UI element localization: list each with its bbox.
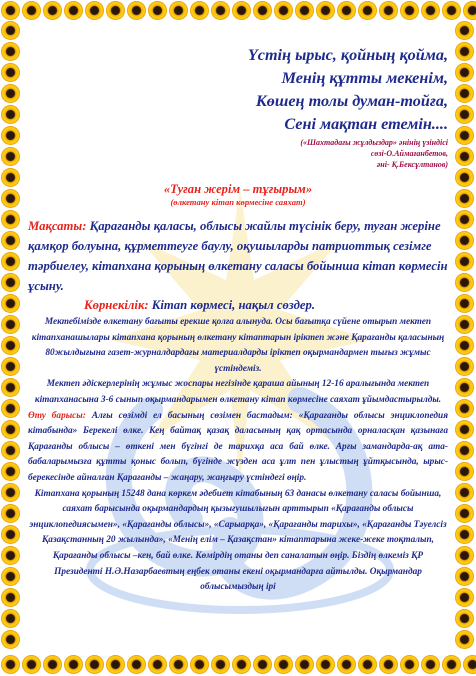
sunflower-icon — [1, 42, 20, 61]
border-right — [454, 20, 476, 656]
sunflower-icon — [1, 588, 20, 607]
sunflower-icon — [127, 655, 146, 674]
sunflower-icon — [455, 189, 474, 208]
sunflower-icon — [1, 273, 20, 292]
sunflower-icon — [106, 1, 125, 20]
sunflower-icon — [455, 231, 474, 250]
sunflower-icon — [337, 655, 356, 674]
body-paragraph-4: Кітапхана қорының 15248 дана көркем әдебиет кітабының 63 данасы өлкетану саласы бойынша, саяхат барысында оқырмандардың қызығушылығын арттырып «Қарағанды облысы энциклопедиясымен», «Қарағанды облысы», «Сарыарқа», «Қарағанды тарихы», «Қарағанды Тәуелсіз Қазақстанның 20 жылында», «Менің елім – Қазақстан» кітаптарына жеке-жеке тоқталып, Қарағанды облысы –кен, бай өлке. Көмірдің отаны деп саналатын өңір. Біздің өлкеміз ҚР Президенті Н.Ә.Назарбаевтың еңбек отаны екені оқырмандарға айтылды. Оқырмандар облысымыздың ірі — [29, 488, 447, 593]
document-content — [28, 22, 448, 596]
sunflower-icon — [455, 315, 474, 334]
event-subtitle: (өлкетану кітап көрмесіне саяхат) — [170, 197, 306, 207]
poem-attribution — [28, 137, 448, 170]
visual-aids-text: Кітап көрмесі, нақыл сөздер. — [148, 298, 316, 312]
sunflower-icon — [1, 336, 20, 355]
sunflower-icon — [316, 1, 335, 20]
sunflower-icon — [1, 252, 20, 271]
sunflower-icon — [1, 315, 20, 334]
sunflower-icon — [455, 294, 474, 313]
sunflower-icon — [442, 1, 461, 20]
sunflower-icon — [1, 21, 20, 40]
sunflower-icon — [274, 1, 293, 20]
sunflower-icon — [1, 420, 20, 439]
body-paragraph-2: Мектеп әдіскерлерінің жұмыс жоспары негізінде қараша айының 12-16 аралығында мектеп кітапханасына 3-6 сынып оқырмандарымен өлкетану кітап көрмесіне саяхат ұйымдастырылды. — [34, 379, 442, 405]
sunflower-icon — [1, 378, 20, 397]
sunflower-icon — [22, 1, 41, 20]
sunflower-icon — [232, 1, 251, 20]
border-top — [0, 0, 476, 22]
sunflower-icon — [64, 1, 83, 20]
goal-paragraph — [28, 216, 448, 296]
sunflower-icon — [1, 483, 20, 502]
sunflower-icon — [337, 1, 356, 20]
sunflower-icon — [43, 655, 62, 674]
sunflower-icon — [43, 1, 62, 20]
sunflower-icon — [1, 168, 20, 187]
sunflower-icon — [1, 1, 20, 20]
sunflower-icon — [1, 357, 20, 376]
attribution-line: сөзі-О.Аймағанбетов, — [370, 149, 448, 158]
sunflower-icon — [455, 21, 474, 40]
sunflower-icon — [455, 252, 474, 271]
sunflower-icon — [1, 231, 20, 250]
sunflower-icon — [1, 630, 20, 649]
sunflower-icon — [85, 1, 104, 20]
attribution-line: («Шахтадағы жұлдыздар» әнінің үзіндісі — [300, 138, 448, 147]
progress-text: Алғы сөзімді ел басының сөзімен бастадым: «Қарағанды облысы энциклопедия кітабында» Берекелі өлке. Кең байтақ қазақ даласының қақ ортасында орналасқан қазынаға Қарағанды облысы – өткені мен бүгінгі де тарихқа аса бай өлке. Арғы замандарда-ақ ата-бабаларымызға құтты қоныс болып, бүгінде жүзден аса ұлт пен ұлыстың ұйтқысында, ырыс-берекесінде айналған Қарағанды – жаңару, жаңғыру үстіндегі өңір. — [28, 410, 448, 483]
sunflower-icon — [295, 655, 314, 674]
sunflower-icon — [455, 273, 474, 292]
goal-label: Мақсаты: — [28, 219, 87, 233]
sunflower-icon — [400, 655, 419, 674]
sunflower-icon — [253, 655, 272, 674]
sunflower-icon — [1, 126, 20, 145]
sunflower-icon — [421, 1, 440, 20]
sunflower-icon — [169, 655, 188, 674]
poem-line: Сені мақтан етемін.... — [284, 115, 448, 133]
sunflower-icon — [455, 147, 474, 166]
sunflower-icon — [148, 655, 167, 674]
sunflower-icon — [1, 84, 20, 103]
sunflower-icon — [455, 483, 474, 502]
sunflower-icon — [1, 399, 20, 418]
body-paragraph-1: Мектебімізде өлкетану бағыты ерекше қолға алынуда. Осы бағытқа сүйене отырып мектеп кітапханашылары кітапхана қорының өлкетану кітаптарын іріктеп және Қарағанды қаласының 80жылдығына газет-журналдардағы материалдарды іріктеп оқырмандармен тығыз жұмыс үстіндеміз. — [31, 317, 445, 374]
sunflower-icon — [455, 168, 474, 187]
sunflower-icon — [358, 655, 377, 674]
sunflower-icon — [1, 462, 20, 481]
visual-aids-label: Көрнекілік: — [84, 298, 149, 312]
sunflower-icon — [1, 546, 20, 565]
sunflower-icon — [316, 655, 335, 674]
poem-line: Көшең толы думан-тойға, — [255, 92, 448, 110]
sunflower-icon — [455, 126, 474, 145]
sunflower-icon — [455, 567, 474, 586]
sunflower-icon — [442, 655, 461, 674]
sunflower-icon — [1, 504, 20, 523]
sunflower-icon — [1, 655, 20, 674]
sunflower-icon — [1, 63, 20, 82]
sunflower-icon — [1, 567, 20, 586]
sunflower-icon — [455, 336, 474, 355]
sunflower-icon — [455, 357, 474, 376]
sunflower-icon — [455, 609, 474, 628]
visual-aids-paragraph — [28, 296, 448, 315]
sunflower-icon — [455, 105, 474, 124]
sunflower-icon — [400, 1, 419, 20]
sunflower-icon — [463, 1, 476, 20]
poem-line: Үстің ырыс, қойның қойма, — [247, 46, 448, 64]
sunflower-icon — [1, 105, 20, 124]
sunflower-icon — [455, 504, 474, 523]
sunflower-icon — [358, 1, 377, 20]
sunflower-icon — [169, 1, 188, 20]
sunflower-icon — [421, 655, 440, 674]
sunflower-icon — [455, 84, 474, 103]
border-left — [0, 20, 22, 656]
sunflower-icon — [455, 462, 474, 481]
sunflower-icon — [190, 1, 209, 20]
sunflower-icon — [1, 609, 20, 628]
sunflower-icon — [455, 63, 474, 82]
sunflower-icon — [148, 1, 167, 20]
sunflower-icon — [379, 1, 398, 20]
sunflower-icon — [1, 147, 20, 166]
sunflower-icon — [1, 525, 20, 544]
sunflower-icon — [127, 1, 146, 20]
sunflower-icon — [295, 1, 314, 20]
sunflower-icon — [211, 655, 230, 674]
sunflower-icon — [455, 441, 474, 460]
attribution-line: әні- Қ.Бексұлтанов) — [376, 160, 448, 169]
sunflower-icon — [1, 189, 20, 208]
sunflower-icon — [274, 655, 293, 674]
sunflower-icon — [253, 1, 272, 20]
sunflower-icon — [455, 630, 474, 649]
sunflower-icon — [190, 655, 209, 674]
sunflower-icon — [455, 588, 474, 607]
sunflower-icon — [379, 655, 398, 674]
sunflower-icon — [455, 399, 474, 418]
sunflower-icon — [455, 42, 474, 61]
sunflower-icon — [1, 210, 20, 229]
sunflower-icon — [106, 655, 125, 674]
sunflower-icon — [211, 1, 230, 20]
sunflower-icon — [455, 420, 474, 439]
sunflower-icon — [455, 546, 474, 565]
body-paragraph-3 — [28, 409, 448, 487]
sunflower-icon — [64, 655, 83, 674]
sunflower-icon — [1, 441, 20, 460]
sunflower-icon — [463, 655, 476, 674]
sunflower-icon — [85, 655, 104, 674]
event-title: «Туған жерім – тұғырым» — [163, 182, 313, 196]
sunflower-icon — [232, 655, 251, 674]
border-bottom — [0, 654, 476, 676]
sunflower-icon — [455, 210, 474, 229]
progress-label: Өту барысы: — [28, 410, 86, 421]
poem-line: Менің құтты мекенім, — [281, 69, 448, 87]
goal-text: Қарағанды қаласы, облысы жайлы түсінік беру, туған жеріне қамқор болуына, құрметтеуге баулу, оқушыларды патриоттық сезімге тәрбиелеу, кітапхана қорының өлкетану саласы бойынша кітап көрмесін ұсыну. — [28, 219, 448, 293]
sunflower-icon — [455, 378, 474, 397]
sunflower-icon — [1, 294, 20, 313]
sunflower-icon — [22, 655, 41, 674]
poem-block — [28, 44, 448, 136]
sunflower-icon — [455, 525, 474, 544]
